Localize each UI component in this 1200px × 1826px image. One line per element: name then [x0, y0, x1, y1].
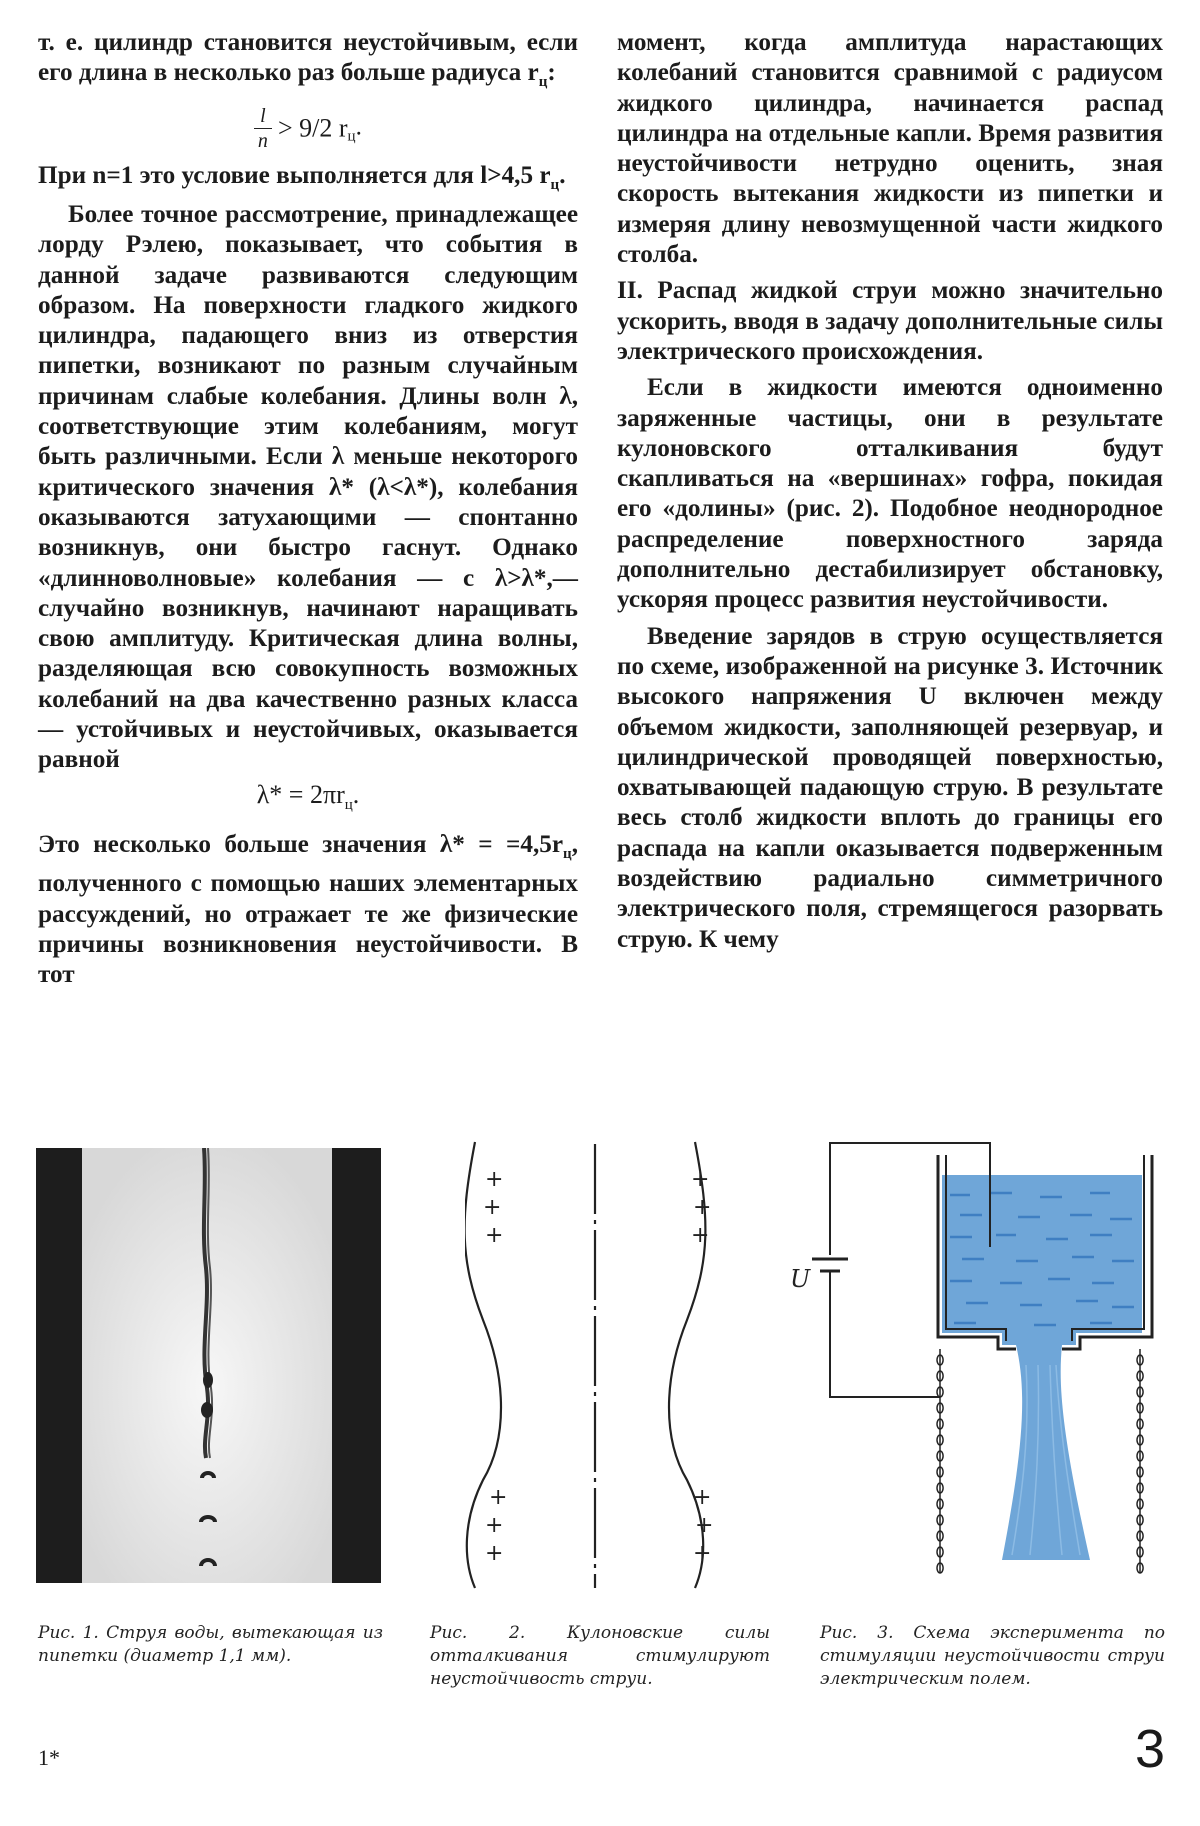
- charge-signs: [483, 1167, 713, 1566]
- charge-plus: +: [489, 1485, 508, 1510]
- charge-plus: +: [693, 1541, 712, 1566]
- charge-plus: +: [693, 1195, 712, 1220]
- page-number: 3: [1135, 1719, 1166, 1779]
- right-paragraph-1: момент, когда амплитуда нарастающих колебаний становится сравнимой с радиусом жидкого цилиндра, начинается распад цилиндра на отдельные капли. Время развития неустойчивости нетрудно оценить, зная скорость вытекания жидкости из пипетки и измеряя длину невозмущенной части жидкого столба.: [617, 29, 1163, 269]
- charge-plus: +: [695, 1513, 714, 1538]
- left-paragraph-1: т. е. цилиндр становится неустойчивым, если его длина в несколько раз больше радиуса $r_ц$:: [38, 29, 578, 91]
- cylinder-electrode-left: [937, 1349, 943, 1573]
- figure-2-charge-distribution: [465, 1140, 725, 1590]
- caption-figure-2: Рис. 2. Кулоновские силы отталкивания стимулируют неустойчивость струи.: [430, 1623, 770, 1689]
- right-paragraph-2: II. Распад жидкой струи можно значительно ускорить, вводя в задачу дополнительные силы электрического происхождения.: [617, 277, 1163, 365]
- charge-plus: +: [485, 1223, 504, 1248]
- caption-figure-3: Рис. 3. Схема эксперимента по стимуляции неустойчивости струи электрическим полем.: [820, 1623, 1165, 1689]
- right-paragraph-3: Если в жидкости имеются одноименно заряженные частицы, они в результате кулоновского отталкивания будут скапливаться на «вершинах» гофра, покидая его «долины» (рис. 2). Подобное неоднородное распределение поверхностного заряда дополнительно дестабилизирует обстановку, ускоряя процесс развития неустойчивости.: [617, 374, 1163, 614]
- reservoir-water: [942, 1175, 1142, 1560]
- signature-mark: 1*: [38, 1745, 60, 1770]
- charge-plus: +: [483, 1195, 502, 1220]
- caption-figure-1: Рис. 1. Струя воды, вытекающая из пипетки (диаметр 1,1 мм).: [38, 1623, 383, 1666]
- left-paragraph-4: Это несколько больше значения $\lambda* = =4,5r_ц$, полученного с помощью наших элементарных рассуждений, но отражает те же физические причины возникновения неустойчивости. В тот: [38, 831, 578, 989]
- figure-1-water-jet-photo: [36, 1148, 381, 1583]
- formula-lambda-critical: $\lambda* = 2\pi r_ц$.: [256, 779, 360, 813]
- left-paragraph-3: Более точное рассмотрение, принадлежащее лорду Рэлею, показывает, что события в данной задаче развиваются следующим образом. На поверхности гладкого жидкого цилиндра, падающего вниз из отверстия пипетки, возникают по разным случайным причинам слабые колебания. Длины волн λ, соответствующие этим колебаниям, могут быть различными. Если λ меньше некоторого критического значения λ* (λ<λ*), колебания оказываются затухающими — спонтанно возникнув, они быстро гаснут. Однако «длинноволновые» колебания — с λ>λ*,— случайно возникнув, начинают наращивать свою амплитуду. Критическая длина волны, разделяющая всю совокупность возможных колебаний на два качественно разных класса — устойчивых и неустойчивых, оказывается равной: [38, 200, 578, 774]
- cylinder-electrode-right: [1137, 1349, 1143, 1573]
- charge-plus: +: [485, 1513, 504, 1538]
- charge-plus: +: [485, 1167, 504, 1192]
- right-text-column: [617, 28, 1163, 955]
- charge-plus: +: [691, 1167, 710, 1192]
- formula-l-over-n: $\frac{l}{n}$ > 9/2 $r_ц$.: [38, 104, 578, 153]
- voltage-label: U: [790, 1265, 811, 1293]
- figure-3-experiment-scheme: [790, 1135, 1170, 1595]
- charge-plus: +: [693, 1485, 712, 1510]
- left-text-column: [38, 28, 578, 991]
- right-paragraph-4: Введение зарядов в струю осуществляется по схеме, изображенной на рисунке 3. Источник высокого напряжения U включен между объемом жидкости, заполняющей резервуар, и цилиндрической проводящей поверхностью, охватывающей падающую струю. В результате весь столб жидкости вплоть до границы его распада на капли оказывается подверженным воздействию радиально симметричного электрического поля, стремящегося разорвать струю. К чему: [617, 622, 1163, 953]
- charge-plus: +: [485, 1541, 504, 1566]
- charge-plus: +: [691, 1223, 710, 1248]
- left-paragraph-2: При n=1 это условие выполняется для l>4,5 $r_ц$.: [38, 161, 566, 193]
